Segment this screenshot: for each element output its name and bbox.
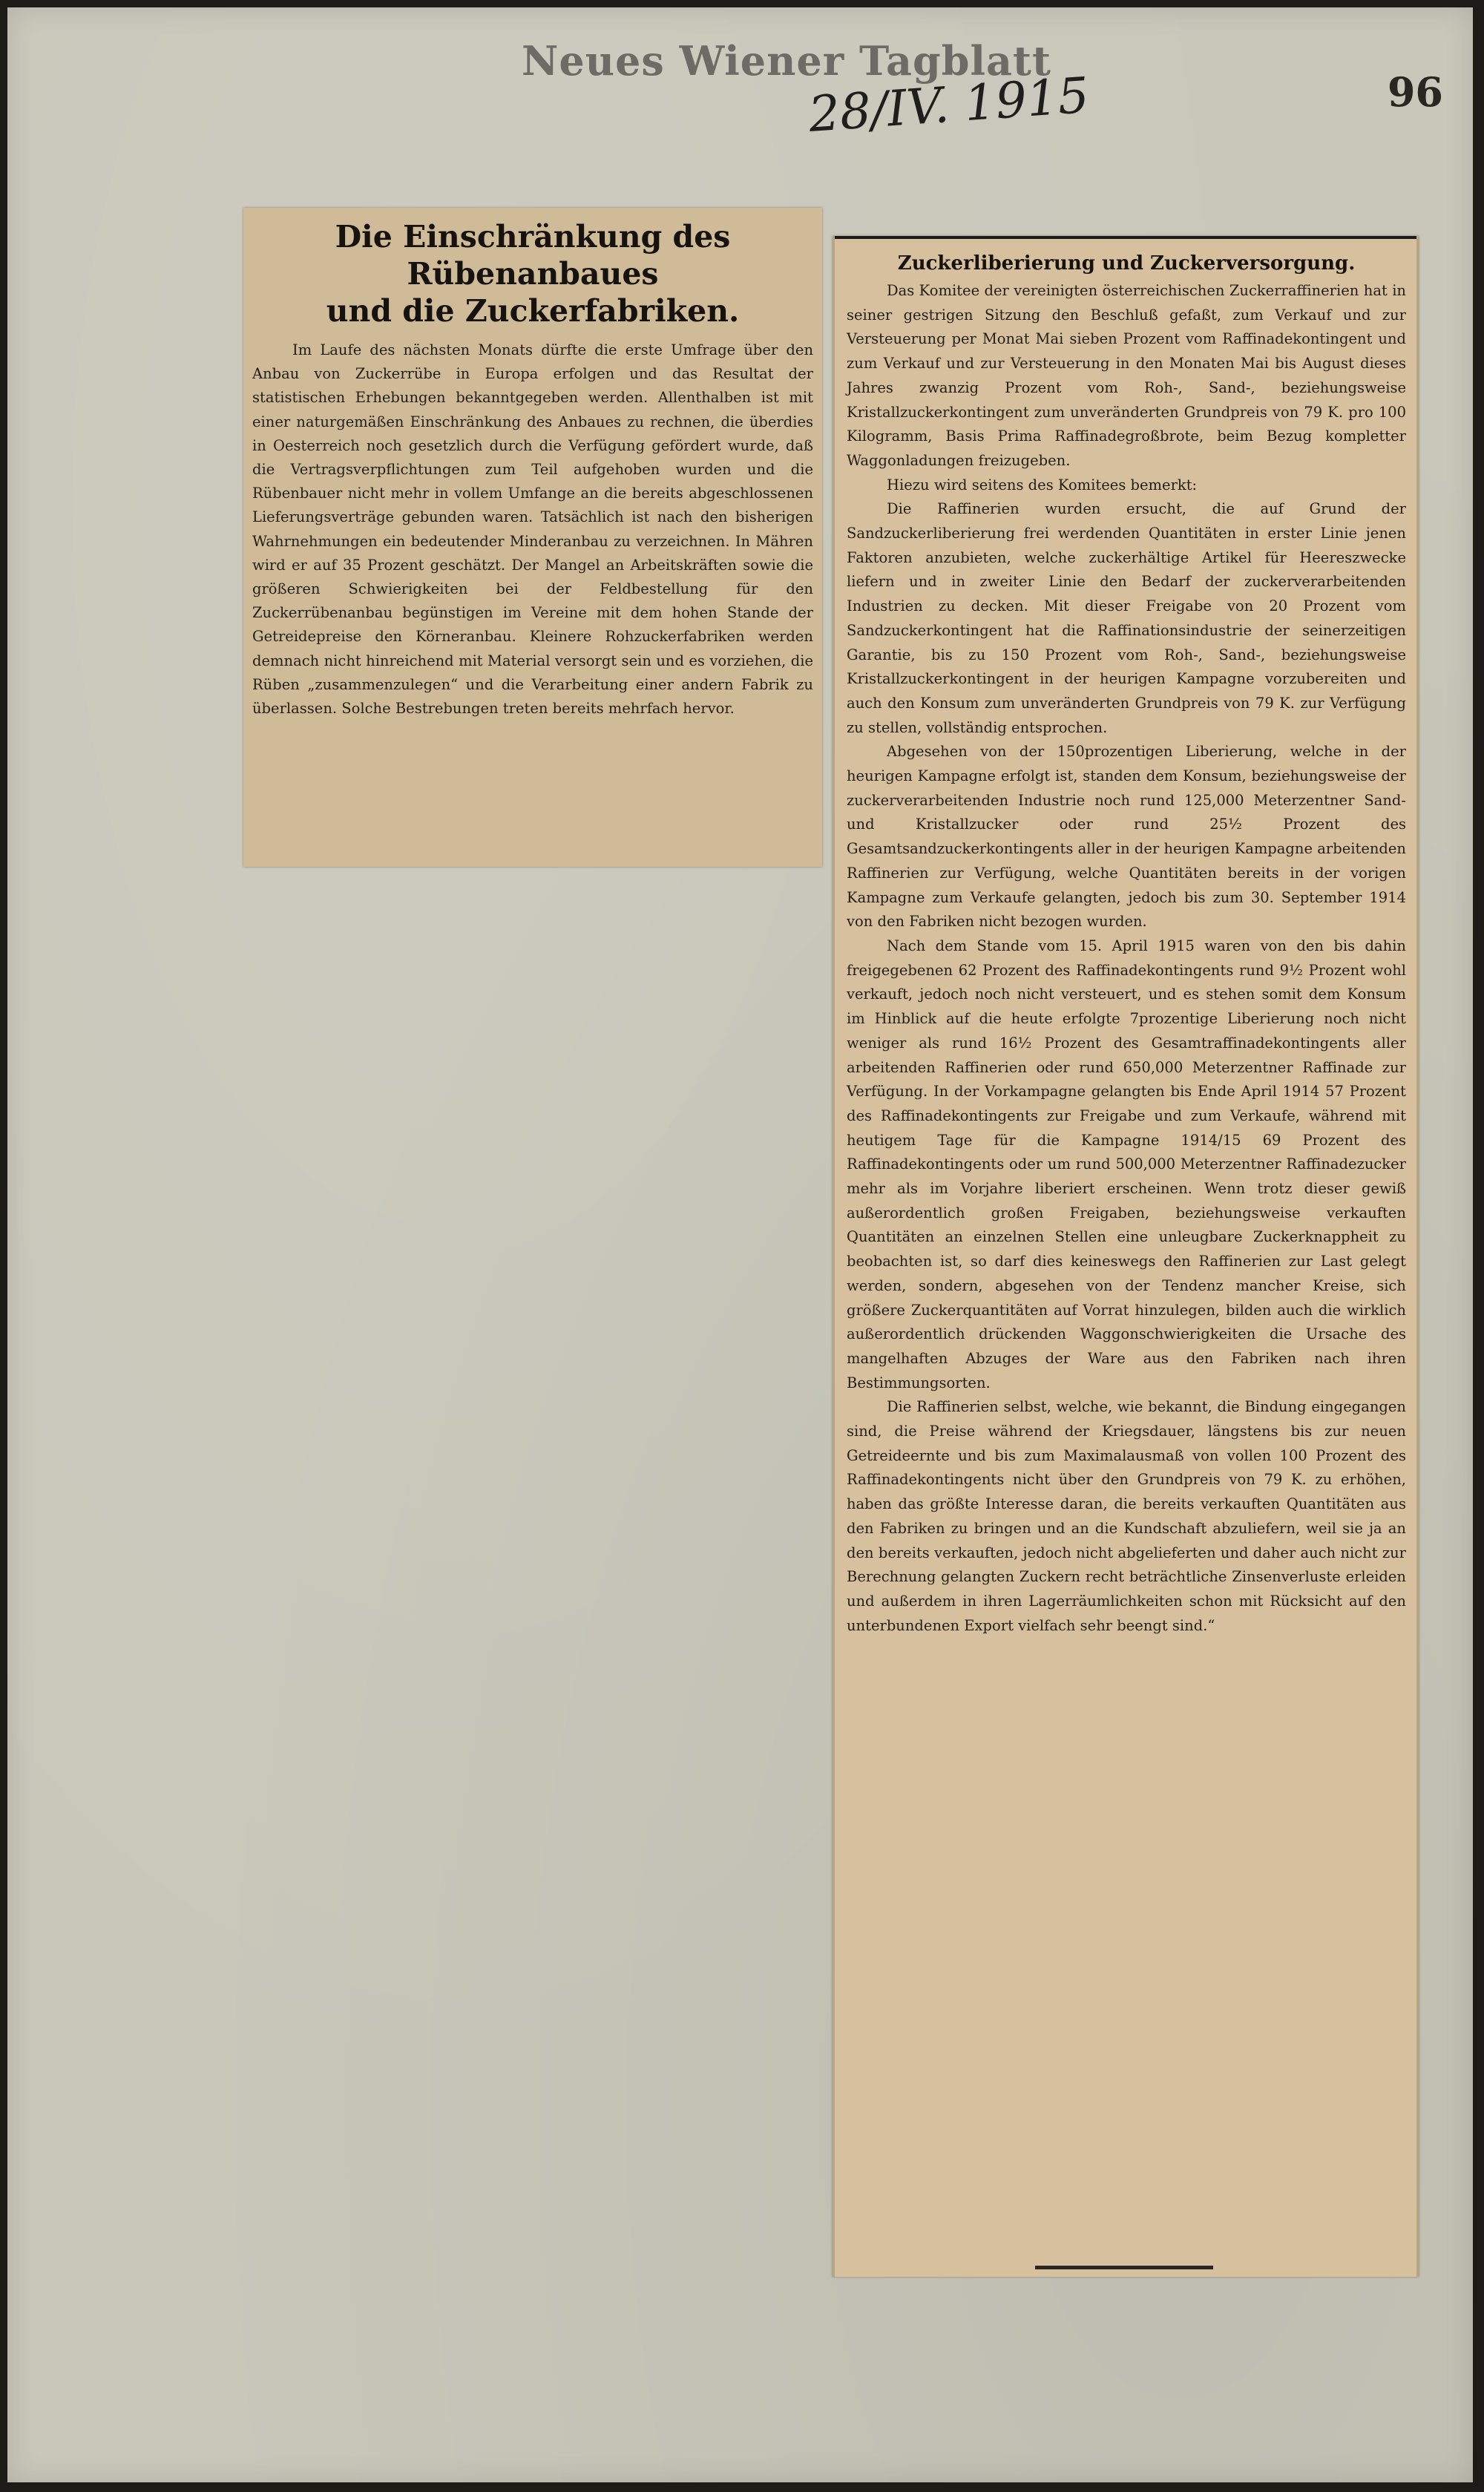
article-paragraph: Die Raffinerien selbst, welche, wie bekannt, die Bindung eingegangen sind, die Preise während der Kriegsdauer, längstens bis zur neuen Getreideernte und bis zum Maximalausmaß von vollen 100 Prozent des Raffinadekontingents nicht über den Grundpreis von 79 K. zu erhöhen, haben das größte Interesse daran, die bereits verkauften Quantitäten aus den Fabriken zu bringen und an die Kundschaft abzuliefern, weil sie ja an den bereits verkauften, jedoch nicht abgelieferten und daher auch nicht zur Berechnung gelangten Zuckern recht beträchtliche Zinsenverluste erleiden und außerdem in ihren Lagerräumlichkeiten schon mit Rücksicht auf den unterbundenen Export vielfach sehr beengt sind.“	[847, 1398, 1406, 1634]
clipping-left-headline	[252, 218, 813, 329]
article-paragraph: Im Laufe des nächsten Monats dürfte die erste Umfrage über den Anbau von Zuckerrübe in Europa erfolgen und das Resultat der statistischen Erhebungen bekanntgegeben werden. Allenthalben ist mit einer naturgemäßen Einschränkung des Anbaues zu rechnen, die überdies in Oesterreich noch gesetzlich durch die Verfügung gefördert wurde, daß die Vertragsverpflichtungen zum Teil aufgehoben wurden und die Rübenbauer nicht mehr in vollem Umfange an die bereits abgeschlossenen Lieferungsverträge gebunden waren. Tatsächlich ist nach den bisherigen Wahrnehmungen ein bedeutender Minderanbau zu verzeichnen. In Mähren wird er auf 35 Prozent geschätzt. Der Mangel an Arbeitskräften sowie die größeren Schwierigkeiten bei der Feldbestellung für den Zuckerrübenanbau begünstigen im Vereine mit dem hohen Stande der Getreidepreise den Körneranbau. Kleinere Rohzuckerfabriken werden demnach nicht hinreichend mit Material versorgt sein und es vorziehen, die Rüben „zusammenzulegen“ und die Verarbeitung einer andern Fabrik zu überlassen. Solche Bestrebungen treten bereits mehrfach hervor.	[252, 341, 813, 718]
newspaper-name-stamp: Neues Wiener Tagblatt	[522, 37, 1051, 85]
clipping-zuckerliberierung	[833, 236, 1419, 2277]
clipping-right-headline: Zuckerliberierung und Zuckerversorgung.	[897, 252, 1356, 275]
handwritten-date: 28/IV. 1915	[807, 66, 1091, 143]
clipping-right-body	[847, 279, 1406, 1638]
archive-page	[7, 7, 1473, 2482]
article-paragraph: Nach dem Stande vom 15. April 1915 waren von den bis dahin freigegebenen 62 Prozent des Raffinadekontingents rund 9½ Prozent wohl verkauft, jedoch noch nicht versteuert, und es stehen somit dem Konsum im Hinblick auf die heute erfolgte 7prozentige Liberierung noch nicht weniger als rund 16½ Prozent des Gesamtraffinadekontingents aller arbeitenden Raffinerien oder rund 650,000 Meterzentner Raffinade zur Verfügung. In der Vorkampagne gelangten bis Ende April 1914 57 Prozent des Raffinadekontingents zur Freigabe und zum Verkaufe, während mit heutigem Tage für die Kampagne 1914/15 69 Prozent des Raffinadekontingents oder um rund 500,000 Meterzentner Raffinadezucker mehr als im Vorjahre liberiert erscheinen. Wenn trotz dieser gewiß außerordentlich großen Freigaben, beziehungsweise verkauften Quantitäten an einzelnen Stellen eine unleugbare Zuckerknappheit zu beobachten ist, so darf dies keineswegs den Raffinerien zur Last gelegt werden, sondern, abgesehen von der Tendenz mancher Kreise, sich größere Zuckerquantitäten auf Vorrat hinzulegen, bilden auch die wirklich außerordentlich drückenden Waggonschwierigkeiten die Ursache des mangelhaften Abzuges der Ware aus den Fabriken nach ihren Bestimmungsorten.	[847, 937, 1406, 1391]
headline-line-1: Die Einschränkung des Rübenanbaues	[335, 219, 731, 292]
article-paragraph: Die Raffinerien wurden ersucht, die auf Grund der Sandzuckerliberierung frei werdenden Quantitäten in erster Linie jenen Faktoren anzubieten, welche zuckerhältige Artikel für Heereszwecke liefern und in zweiter Linie den Bedarf der zuckerverarbeitenden Industrien zu decken. Mit dieser Freigabe von 20 Prozent vom Sandzuckerkontingent hat die Raffinationsindustrie der seinerzeitigen Garantie, bis zu 150 Prozent vom Roh-, Sand-, beziehungsweise Kristallzuckerkontingent in der heurigen Kampagne vorzubereiten und auch den Konsum zum unveränderten Grundpreis von 79 K. zur Verfügung zu stellen, vollständig entsprochen.	[847, 500, 1406, 736]
headline-line-2: und die Zuckerfabriken.	[326, 293, 740, 329]
clipping-left-body	[252, 338, 813, 721]
article-paragraph: Das Komitee der vereinigten österreichischen Zuckerraffinerien hat in seiner gestrigen Sitzung den Beschluß gefaßt, zum Verkauf und zur Versteuerung per Monat Mai sieben Prozent vom Raffinadekontingent und zum Verkauf und zur Versteuerung in den Monaten Mai bis August dieses Jahres zwanzig Prozent vom Roh-, Sand-, beziehungsweise Kristallzuckerkontingent zum unveränderten Grundpreis von 79 K. pro 100 Kilogramm, Basis Prima Raffinadegroßbrote, beim Bezug kompletter Waggonladungen freizugeben.	[847, 282, 1406, 469]
clipping-rubenanbau	[243, 208, 822, 867]
page-number: 96	[1387, 68, 1443, 116]
article-paragraph: Abgesehen von der 150prozentigen Liberierung, welche in der heurigen Kampagne erfolgt ist, standen dem Konsum, beziehungsweise der zuckerverarbeitenden Industrie noch rund 125,000 Meterzentner Sand- und Kristallzucker oder rund 25½ Prozent des Gesamtsandzuckerkontingents aller in der heurigen Kampagne arbeitenden Raffinerien zur Verfügung, welche Quantitäten bereits in der vorigen Kampagne zum Verkaufe gelangten, jedoch bis zum 30. September 1914 von den Fabriken nicht bezogen wurden.	[847, 743, 1406, 931]
article-paragraph: Hiezu wird seitens des Komitees bemerkt:	[887, 476, 1198, 494]
end-rule	[1035, 2266, 1213, 2269]
